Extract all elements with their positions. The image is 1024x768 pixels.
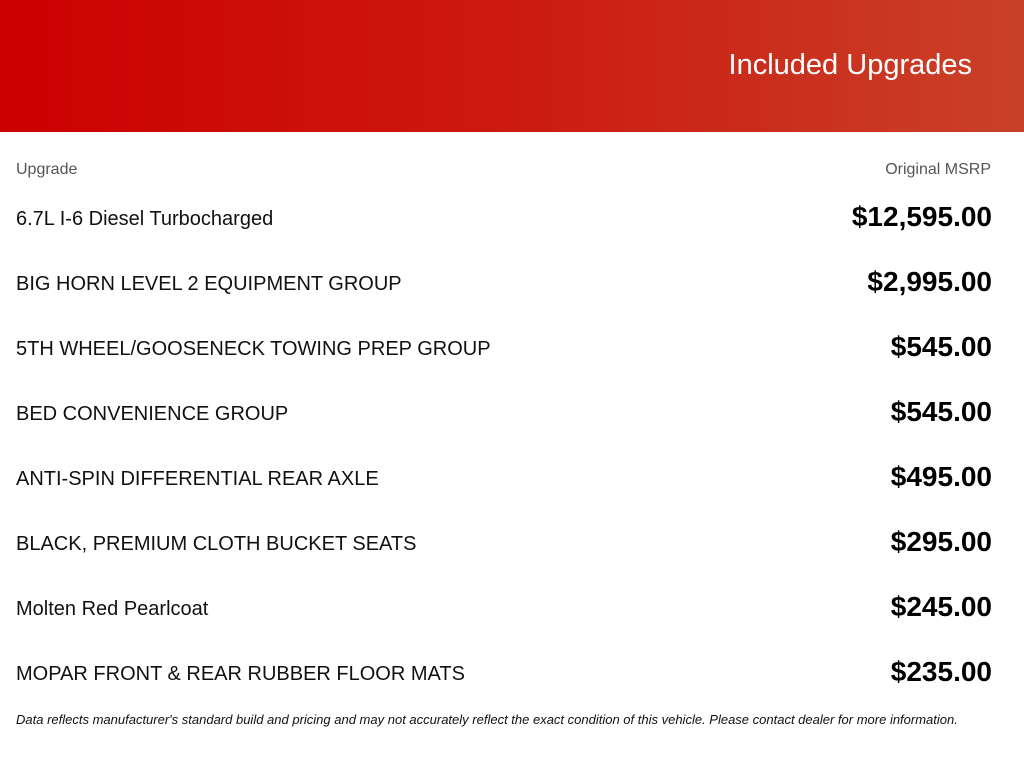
upgrade-name: 6.7L I-6 Diesel Turbocharged [16,208,274,230]
upgrade-price: $245.00 [890,591,992,622]
list-item [0,315,1024,380]
list-item [0,380,1024,445]
upgrade-price: $295.00 [890,526,992,557]
list-item [0,445,1024,510]
upgrade-name: ANTI-SPIN DIFFERENTIAL REAR AXLE [16,468,379,490]
upgrade-name: Molten Red Pearlcoat [16,598,209,620]
upgrade-price: $2,995.00 [867,266,992,297]
upgrade-price: $235.00 [890,656,992,687]
list-item [0,510,1024,575]
upgrade-name: BED CONVENIENCE GROUP [16,403,289,425]
upgrade-price: $12,595.00 [851,201,992,232]
column-header-upgrade: Upgrade [16,161,78,178]
upgrades-list [0,185,1024,705]
upgrade-name: BLACK, PREMIUM CLOTH BUCKET SEATS [16,533,417,555]
column-header-msrp: Original MSRP [885,161,991,178]
upgrade-price: $545.00 [890,331,992,362]
list-item [0,575,1024,640]
upgrade-name: BIG HORN LEVEL 2 EQUIPMENT GROUP [16,273,402,295]
list-item [0,185,1024,250]
disclaimer-text: Data reflects manufacturer's standard build and pricing and may not accurately reflect the exact condition of this vehicle. Please contact dealer for more information. [16,712,958,727]
list-item [0,250,1024,315]
header-banner [0,0,1024,132]
upgrade-price: $545.00 [890,396,992,427]
upgrade-name: 5TH WHEEL/GOOSENECK TOWING PREP GROUP [16,338,491,360]
upgrade-name: MOPAR FRONT & REAR RUBBER FLOOR MATS [16,663,465,685]
list-item [0,640,1024,705]
upgrade-price: $495.00 [890,461,992,492]
page-title: Included Upgrades [728,49,972,81]
